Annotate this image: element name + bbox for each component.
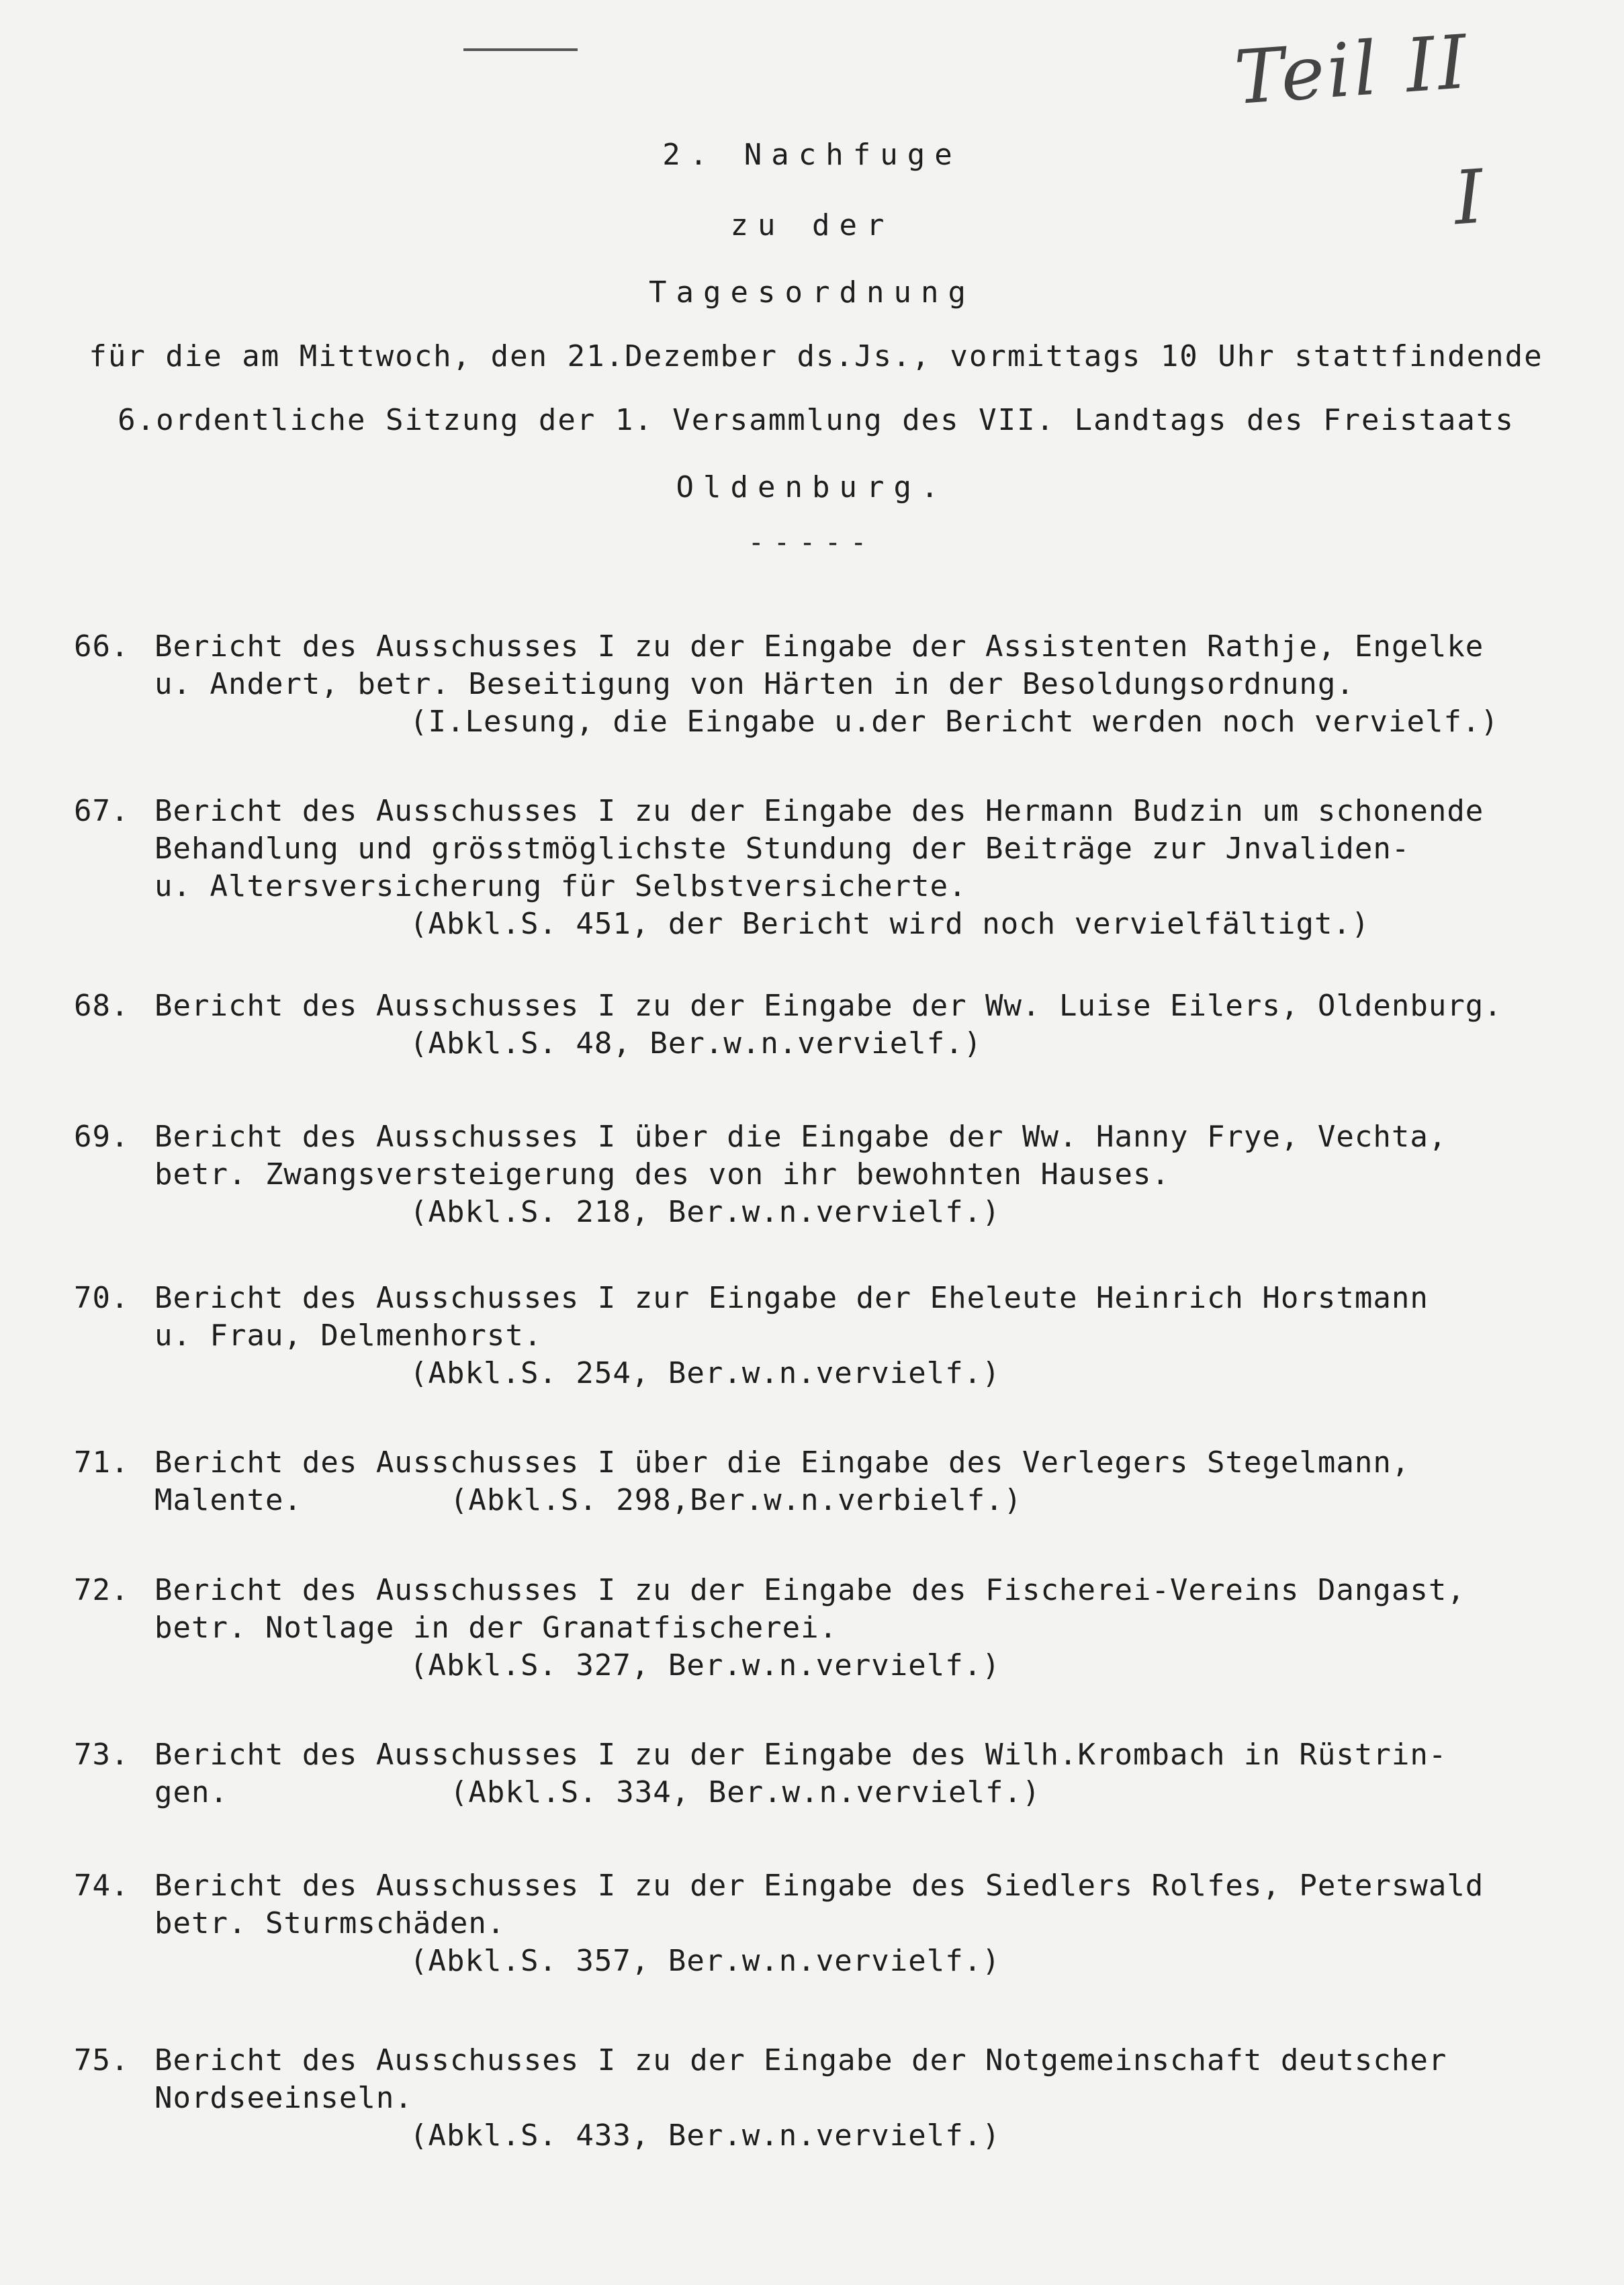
item-text: Bericht des Ausschusses I über die Eingabe des Verlegers Stegelmann, [154,1445,1410,1480]
item-text: u. Frau, Delmenhorst. [154,1318,543,1353]
item-text: Bericht des Ausschusses I zu der Eingabe des Fischerei-Vereins Dangast, [154,1573,1465,1607]
agenda-item [74,628,1598,741]
state-name: Oldenburg. [676,470,948,504]
item-number: 72. [74,1573,130,1607]
item-text: Bericht des Ausschusses I zu der Eingabe der Notgemeinschaft deutscher [154,2043,1447,2077]
item-note: (Abkl.S. 451, der Bericht wird noch vervielfältigt.) [410,907,1370,941]
header-separator: ----- [748,527,876,558]
item-text: betr. Notlage in der Granatfischerei. [154,1611,838,1645]
item-text: Bericht des Ausschusses I zu der Eingabe der Ww. Luise Eilers, Oldenburg. [154,989,1502,1023]
item-text: u. Altersversicherung für Selbstversicherte. [154,869,967,903]
item-note: (Abkl.S. 254, Ber.w.n.vervielf.) [410,1356,1001,1390]
item-number [74,868,154,905]
item-number [74,2079,154,2117]
item-number [74,1905,154,1942]
item-text: gen. (Abkl.S. 334, Ber.w.n.vervielf.) [154,1775,1041,1809]
item-text: Bericht des Ausschusses I zu der Eingabe des Hermann Budzin um schonende [154,794,1484,828]
item-text: u. Andert, betr. Beseitigung von Härten in der Besoldungsordnung. [154,667,1355,701]
item-text: Behandlung und grösstmöglichste Stundung der Beiträge zur Jnvaliden- [154,832,1410,866]
item-text: betr. Zwangsversteigerung des von ihr bewohnten Hauses. [154,1157,1170,1192]
agenda-item [74,1280,1598,1392]
document-title: 2. Nachfuge [662,138,962,172]
item-text: Nordseeinseln. [154,2081,413,2115]
handwritten-roman-note: I [1451,153,1486,242]
item-number: 71. [74,1445,130,1480]
title-line-2: zu der [730,208,894,242]
item-text: Bericht des Ausschusses I zur Eingabe der Eheleute Heinrich Horstmann [154,1281,1429,1315]
agenda-item [74,1867,1598,1980]
agenda-item [74,1736,1598,1811]
item-note: (Abkl.S. 48, Ber.w.n.vervielf.) [410,1026,983,1061]
top-rule [463,48,578,51]
item-number: 66. [74,629,130,664]
item-number [74,1482,154,1519]
agenda-item [74,987,1598,1063]
item-text: betr. Sturmschäden. [154,1906,506,1940]
item-number: 70. [74,1281,130,1315]
agenda-item [74,793,1598,943]
item-text: Bericht des Ausschusses I zu der Eingabe der Assistenten Rathje, Engelke [154,629,1484,664]
item-number: 67. [74,794,130,828]
item-text: Bericht des Ausschusses I zu der Eingabe des Wilh.Krombach in Rüstrin- [154,1738,1447,1772]
item-number: 73. [74,1738,130,1772]
item-number: 75. [74,2043,130,2077]
item-number [74,666,154,703]
item-number [74,1774,154,1811]
item-number [74,1156,154,1194]
item-note: (Abkl.S. 218, Ber.w.n.vervielf.) [410,1195,1001,1229]
agenda-item [74,1118,1598,1231]
item-note: (Abkl.S. 327, Ber.w.n.vervielf.) [410,1648,1001,1683]
item-number [74,830,154,868]
item-text: Bericht des Ausschusses I über die Eingabe der Ww. Hanny Frye, Vechta, [154,1120,1447,1154]
item-text: Malente. (Abkl.S. 298,Ber.w.n.verbielf.) [154,1483,1023,1517]
item-number [74,1609,154,1647]
handwritten-part-note: Teil II [1231,18,1473,122]
item-number: 69. [74,1120,130,1154]
session-line: 6.ordentliche Sitzung der 1. Versammlung des VII. Landtags des Freistaats [118,403,1515,437]
meeting-date-line: für die am Mittwoch, den 21.Dezember ds.Js., vormittags 10 Uhr stattfindende [89,339,1543,373]
item-number [74,1317,154,1355]
item-note: (I.Lesung, die Eingabe u.der Bericht werden noch vervielf.) [410,705,1499,739]
agenda-item [74,1572,1598,1685]
item-number: 68. [74,989,130,1023]
item-note: (Abkl.S. 433, Ber.w.n.vervielf.) [410,2118,1001,2153]
agenda-item [74,1444,1598,1519]
item-number: 74. [74,1869,130,1903]
agenda-item [74,2042,1598,2155]
title-line-3: Tagesordnung [649,275,975,310]
item-note: (Abkl.S. 357, Ber.w.n.vervielf.) [410,1944,1001,1978]
item-text: Bericht des Ausschusses I zu der Eingabe des Siedlers Rolfes, Peterswald [154,1869,1484,1903]
